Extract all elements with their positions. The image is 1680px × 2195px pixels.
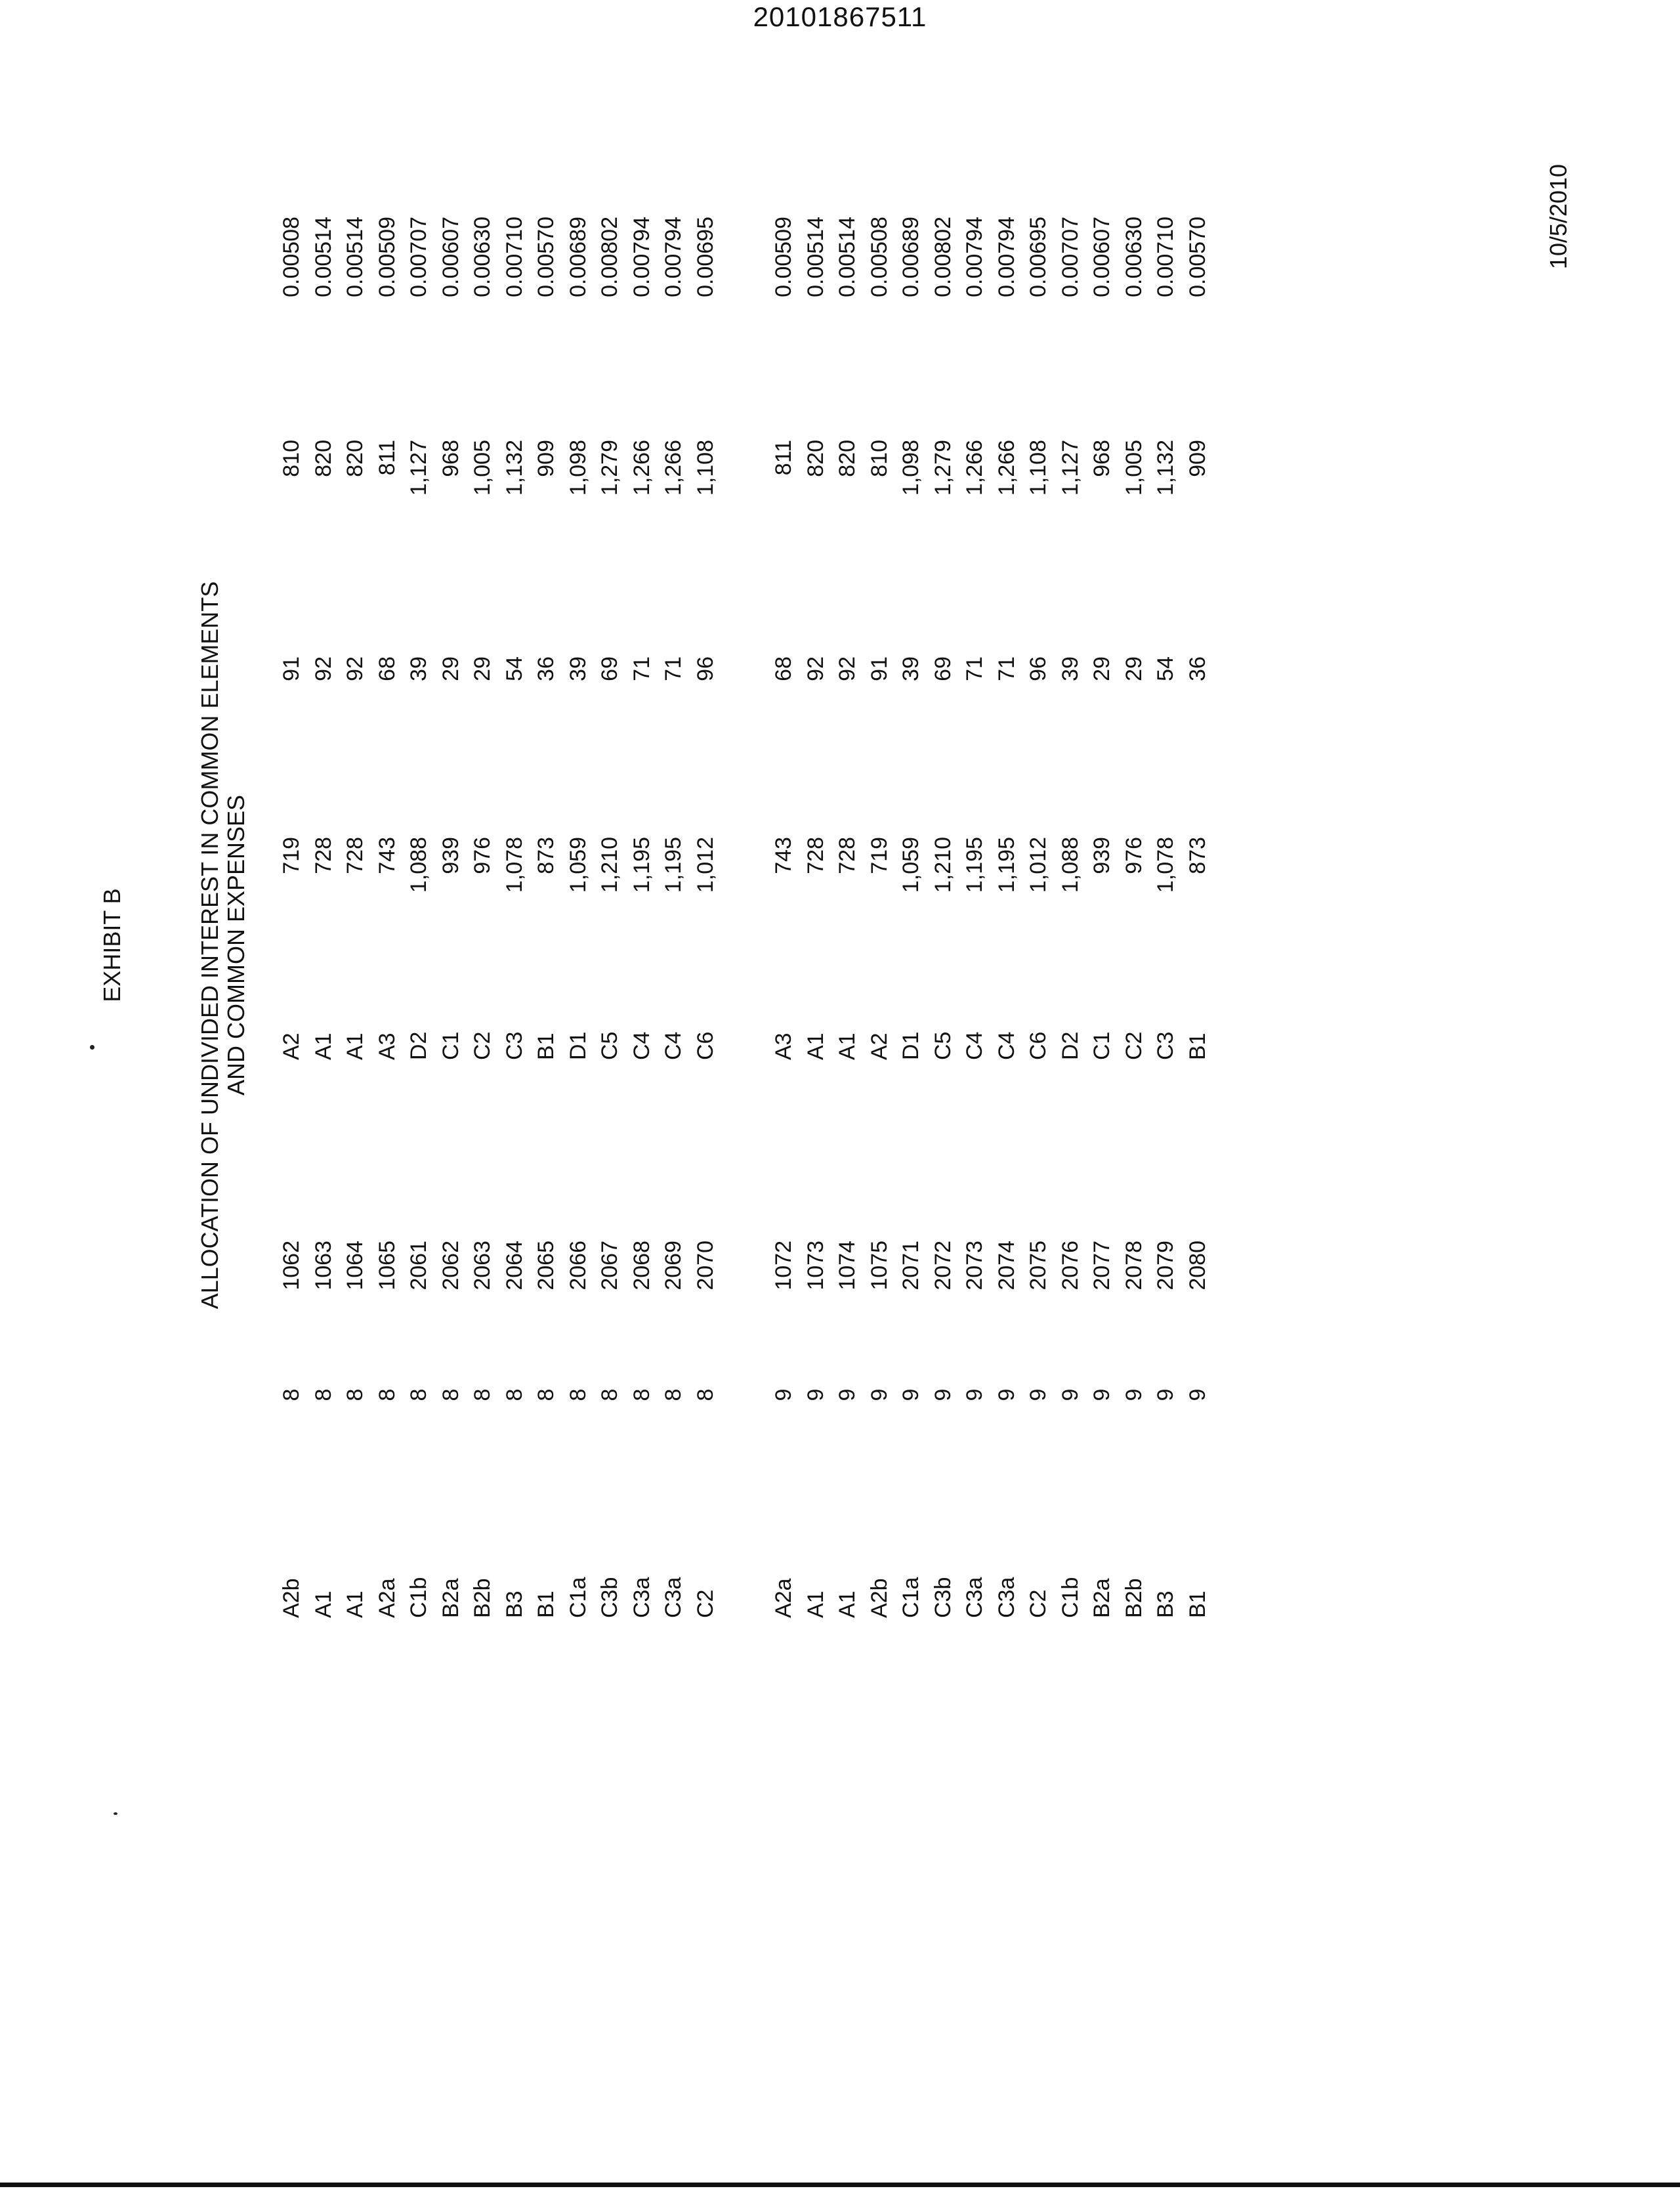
- area-total-cell: 1,266: [629, 440, 654, 496]
- unit-type-cell: B1: [1185, 1590, 1210, 1618]
- allocation-table-group-floor-9: [768, 171, 1213, 1720]
- area-b-cell: 69: [930, 656, 956, 681]
- unit-type-cell: C1a: [898, 1577, 923, 1618]
- floor-cell: 8: [565, 1388, 591, 1401]
- type-cell: C2: [1121, 1031, 1146, 1060]
- unit-type-cell: B3: [1153, 1590, 1178, 1618]
- area-b-cell: 29: [1121, 656, 1146, 681]
- area-a-cell: 1,088: [1057, 837, 1083, 893]
- type-cell: D1: [898, 1031, 923, 1060]
- area-b-cell: 29: [470, 656, 495, 681]
- unit-number-cell: 2068: [629, 1241, 654, 1290]
- area-total-cell: 1,266: [962, 440, 987, 496]
- area-total-cell: 811: [374, 440, 400, 476]
- unit-number-cell: 2066: [565, 1241, 591, 1290]
- floor-cell: 9: [866, 1388, 892, 1401]
- floor-cell: 9: [1026, 1388, 1051, 1401]
- floor-cell: 9: [1153, 1388, 1178, 1401]
- floor-cell: 8: [501, 1388, 527, 1401]
- area-b-cell: 71: [994, 656, 1019, 681]
- table-row: [371, 171, 404, 1720]
- table-row: [403, 171, 435, 1720]
- type-cell: C2: [470, 1031, 495, 1060]
- unit-type-cell: B2a: [1089, 1578, 1114, 1618]
- table-row: [1182, 171, 1214, 1720]
- floor-cell: 8: [406, 1388, 431, 1401]
- percentage-cell: 0.00689: [898, 217, 923, 297]
- type-cell: B1: [534, 1033, 558, 1060]
- floor-cell: 8: [661, 1388, 686, 1401]
- table-row: [530, 171, 562, 1720]
- floor-cell: 9: [898, 1388, 923, 1401]
- unit-type-cell: C3a: [962, 1577, 987, 1618]
- table-row: [658, 171, 690, 1720]
- table-row: [276, 171, 308, 1720]
- type-cell: C5: [930, 1031, 956, 1060]
- type-cell: C4: [962, 1031, 987, 1060]
- percentage-cell: 0.00514: [803, 217, 828, 297]
- unit-number-cell: 1063: [310, 1241, 336, 1290]
- unit-number-cell: 1062: [279, 1241, 304, 1290]
- percentage-cell: 0.00802: [930, 217, 956, 297]
- unit-type-cell: A2a: [771, 1578, 796, 1618]
- type-cell: A1: [343, 1033, 368, 1060]
- type-cell: C3: [1153, 1031, 1178, 1060]
- percentage-cell: 0.00630: [1121, 217, 1146, 297]
- area-total-cell: 909: [534, 440, 558, 477]
- unit-type-cell: A2a: [374, 1578, 400, 1618]
- type-cell: A1: [835, 1033, 860, 1060]
- floor-cell: 8: [310, 1388, 336, 1401]
- area-a-cell: 728: [835, 837, 860, 874]
- area-total-cell: 811: [771, 440, 796, 476]
- unit-type-cell: C3a: [629, 1577, 654, 1618]
- unit-number-cell: 2078: [1121, 1241, 1146, 1290]
- area-a-cell: 1,012: [692, 837, 718, 893]
- unit-number-cell: 2072: [930, 1241, 956, 1290]
- area-total-cell: 1,279: [597, 440, 622, 496]
- floor-cell: 9: [1121, 1388, 1146, 1401]
- type-cell: C6: [1026, 1031, 1051, 1060]
- floor-cell: 8: [343, 1388, 368, 1401]
- floor-cell: 9: [1089, 1388, 1114, 1401]
- area-b-cell: 36: [534, 656, 558, 681]
- area-b-cell: 68: [771, 656, 796, 681]
- percentage-cell: 0.00794: [994, 217, 1019, 297]
- area-total-cell: 810: [279, 440, 304, 477]
- unit-number-cell: 2074: [994, 1241, 1019, 1290]
- floor-cell: 9: [930, 1388, 956, 1401]
- type-cell: C1: [1089, 1031, 1114, 1060]
- percentage-cell: 0.00802: [597, 217, 622, 297]
- percentage-cell: 0.00794: [629, 217, 654, 297]
- table-row: [1150, 171, 1182, 1720]
- percentage-cell: 0.00607: [438, 217, 463, 297]
- area-a-cell: 1,012: [1026, 837, 1051, 893]
- type-cell: C3: [501, 1031, 527, 1060]
- floor-cell: 8: [279, 1388, 304, 1401]
- type-cell: C4: [629, 1031, 654, 1060]
- unit-number-cell: 2062: [438, 1241, 463, 1290]
- percentage-cell: 0.00514: [835, 217, 860, 297]
- type-cell: A3: [771, 1033, 796, 1060]
- table-row: [499, 171, 531, 1720]
- unit-type-cell: A1: [803, 1590, 828, 1618]
- type-cell: C4: [661, 1031, 686, 1060]
- table-row: [991, 171, 1023, 1720]
- area-total-cell: 1,132: [501, 440, 527, 496]
- percentage-cell: 0.00607: [1089, 217, 1114, 297]
- type-cell: D2: [1057, 1031, 1083, 1060]
- unit-type-cell: C3a: [661, 1577, 686, 1618]
- floor-cell: 9: [1057, 1388, 1083, 1401]
- unit-number-cell: 1074: [835, 1241, 860, 1290]
- unit-type-cell: A1: [310, 1590, 336, 1618]
- area-total-cell: 1,127: [406, 440, 431, 496]
- area-a-cell: 1,088: [406, 837, 431, 893]
- type-cell: A1: [310, 1033, 336, 1060]
- area-total-cell: 820: [343, 440, 368, 477]
- percentage-cell: 0.00570: [534, 217, 558, 297]
- unit-number-cell: 2061: [406, 1241, 431, 1290]
- percentage-cell: 0.00508: [279, 217, 304, 297]
- percentage-cell: 0.00570: [1185, 217, 1210, 297]
- area-b-cell: 29: [1089, 656, 1114, 681]
- percentage-cell: 0.00514: [343, 217, 368, 297]
- table-row: [435, 171, 467, 1720]
- table-row: [1055, 171, 1087, 1720]
- exhibit-label: EXHIBIT B: [98, 888, 125, 1002]
- percentage-cell: 0.00514: [310, 217, 336, 297]
- floor-cell: 9: [962, 1388, 987, 1401]
- area-b-cell: 39: [898, 656, 923, 681]
- percentage-cell: 0.00710: [501, 217, 527, 297]
- area-a-cell: 1,210: [597, 837, 622, 893]
- area-b-cell: 92: [803, 656, 828, 681]
- unit-type-cell: A1: [343, 1590, 368, 1618]
- area-total-cell: 968: [1089, 440, 1114, 477]
- table-row: [562, 171, 595, 1720]
- area-a-cell: 976: [1121, 837, 1146, 874]
- type-cell: D2: [406, 1031, 431, 1060]
- area-total-cell: 1,108: [692, 440, 718, 496]
- percentage-cell: 0.00794: [661, 217, 686, 297]
- unit-number-cell: 2077: [1089, 1241, 1114, 1290]
- percentage-cell: 0.00707: [406, 217, 431, 297]
- area-total-cell: 1,005: [1121, 440, 1146, 496]
- unit-number-cell: 1073: [803, 1241, 828, 1290]
- type-cell: C4: [994, 1031, 1019, 1060]
- area-b-cell: 71: [962, 656, 987, 681]
- table-row: [831, 171, 864, 1720]
- area-a-cell: 1,195: [661, 837, 686, 893]
- scan-speck: [90, 1045, 94, 1050]
- area-b-cell: 39: [565, 656, 591, 681]
- table-title-line-2: AND COMMON EXPENSES: [222, 794, 249, 1096]
- table-row: [626, 171, 658, 1720]
- unit-type-cell: A2b: [279, 1578, 304, 1618]
- type-cell: B1: [1185, 1033, 1210, 1060]
- unit-number-cell: 1075: [866, 1241, 892, 1290]
- area-a-cell: 1,210: [930, 837, 956, 893]
- area-a-cell: 719: [279, 837, 304, 874]
- floor-cell: 8: [534, 1388, 558, 1401]
- floor-cell: 9: [803, 1388, 828, 1401]
- unit-type-cell: A2b: [866, 1578, 892, 1618]
- percentage-cell: 0.00794: [962, 217, 987, 297]
- floor-cell: 8: [438, 1388, 463, 1401]
- table-title-line-1: ALLOCATION OF UNDIVIDED INTEREST IN COMMON ELEMENTS: [196, 581, 223, 1310]
- table-row: [1086, 171, 1118, 1720]
- unit-type-cell: C1b: [1057, 1577, 1083, 1618]
- percentage-cell: 0.00508: [866, 217, 892, 297]
- area-total-cell: 1,266: [994, 440, 1019, 496]
- area-a-cell: 728: [310, 837, 336, 874]
- table-row: [800, 171, 832, 1720]
- area-a-cell: 1,195: [994, 837, 1019, 893]
- area-b-cell: 71: [661, 656, 686, 681]
- area-total-cell: 909: [1185, 440, 1210, 477]
- unit-number-cell: 2063: [470, 1241, 495, 1290]
- area-total-cell: 1,108: [1026, 440, 1051, 496]
- allocation-table-group-floor-8: [276, 171, 721, 1720]
- area-b-cell: 92: [835, 656, 860, 681]
- area-a-cell: 728: [803, 837, 828, 874]
- area-b-cell: 69: [597, 656, 622, 681]
- date-stamp: 10/5/2010: [1545, 163, 1572, 270]
- unit-number-cell: 2079: [1153, 1241, 1178, 1290]
- area-b-cell: 68: [374, 656, 400, 681]
- area-a-cell: 743: [374, 837, 400, 874]
- area-total-cell: 810: [866, 440, 892, 477]
- type-cell: C6: [692, 1031, 718, 1060]
- area-b-cell: 71: [629, 656, 654, 681]
- area-a-cell: 873: [1185, 837, 1210, 874]
- unit-type-cell: C3b: [597, 1577, 622, 1618]
- unit-number-cell: 2064: [501, 1241, 527, 1290]
- area-b-cell: 54: [1153, 656, 1178, 681]
- area-a-cell: 719: [866, 837, 892, 874]
- table-row: [339, 171, 371, 1720]
- area-a-cell: 939: [438, 837, 463, 874]
- area-a-cell: 873: [534, 837, 558, 874]
- area-b-cell: 39: [406, 656, 431, 681]
- area-b-cell: 54: [501, 656, 527, 681]
- unit-type-cell: B3: [501, 1590, 527, 1618]
- rotated-exhibit-content: [98, 171, 1280, 1720]
- floor-cell: 8: [597, 1388, 622, 1401]
- table-row: [864, 171, 896, 1720]
- table-row: [467, 171, 499, 1720]
- area-b-cell: 92: [310, 656, 336, 681]
- unit-number-cell: 2069: [661, 1241, 686, 1290]
- area-total-cell: 1,132: [1153, 440, 1178, 496]
- area-b-cell: 39: [1057, 656, 1083, 681]
- area-total-cell: 820: [803, 440, 828, 477]
- scan-speck: [114, 1812, 117, 1815]
- percentage-cell: 0.00710: [1153, 217, 1178, 297]
- percentage-cell: 0.00509: [374, 217, 400, 297]
- unit-type-cell: C3a: [994, 1577, 1019, 1618]
- area-total-cell: 1,098: [898, 440, 923, 496]
- unit-type-cell: A1: [835, 1590, 860, 1618]
- table-row: [690, 171, 722, 1720]
- type-cell: A2: [279, 1033, 304, 1060]
- area-a-cell: 743: [771, 837, 796, 874]
- unit-type-cell: C2: [1026, 1589, 1051, 1618]
- unit-number-cell: 2070: [692, 1241, 718, 1290]
- table-row: [1022, 171, 1055, 1720]
- table-row: [927, 171, 959, 1720]
- area-a-cell: 1,195: [629, 837, 654, 893]
- area-b-cell: 91: [279, 656, 304, 681]
- floor-cell: 9: [994, 1388, 1019, 1401]
- floor-cell: 8: [470, 1388, 495, 1401]
- unit-number-cell: 2067: [597, 1241, 622, 1290]
- table-row: [959, 171, 991, 1720]
- unit-type-cell: C1a: [565, 1577, 591, 1618]
- table-row: [895, 171, 927, 1720]
- area-b-cell: 29: [438, 656, 463, 681]
- area-total-cell: 1,279: [930, 440, 956, 496]
- area-b-cell: 92: [343, 656, 368, 681]
- table-row: [308, 171, 340, 1720]
- unit-number-cell: 2065: [534, 1241, 558, 1290]
- percentage-cell: 0.00509: [771, 217, 796, 297]
- unit-number-cell: 2076: [1057, 1241, 1083, 1290]
- area-b-cell: 96: [692, 656, 718, 681]
- area-a-cell: 1,059: [565, 837, 591, 893]
- bottom-rule-line: [0, 2183, 1680, 2187]
- percentage-cell: 0.00707: [1057, 217, 1083, 297]
- floor-cell: 9: [771, 1388, 796, 1401]
- area-a-cell: 1,078: [501, 837, 527, 893]
- area-a-cell: 1,059: [898, 837, 923, 893]
- area-b-cell: 91: [866, 656, 892, 681]
- unit-number-cell: 2071: [898, 1241, 923, 1290]
- type-cell: A1: [803, 1033, 828, 1060]
- area-total-cell: 820: [835, 440, 860, 477]
- area-total-cell: 1,266: [661, 440, 686, 496]
- unit-type-cell: C2: [692, 1589, 718, 1618]
- area-total-cell: 1,098: [565, 440, 591, 496]
- area-b-cell: 36: [1185, 656, 1210, 681]
- area-total-cell: 1,127: [1057, 440, 1083, 496]
- unit-type-cell: C1b: [406, 1577, 431, 1618]
- unit-type-cell: B2b: [470, 1578, 495, 1618]
- unit-number-cell: 2075: [1026, 1241, 1051, 1290]
- unit-number-cell: 2080: [1185, 1241, 1210, 1290]
- area-a-cell: 976: [470, 837, 495, 874]
- floor-cell: 8: [374, 1388, 400, 1401]
- area-a-cell: 1,195: [962, 837, 987, 893]
- unit-number-cell: 2073: [962, 1241, 987, 1290]
- percentage-cell: 0.00630: [470, 217, 495, 297]
- floor-cell: 8: [629, 1388, 654, 1401]
- unit-type-cell: B2a: [438, 1578, 463, 1618]
- table-row: [594, 171, 626, 1720]
- area-a-cell: 939: [1089, 837, 1114, 874]
- type-cell: C5: [597, 1031, 622, 1060]
- percentage-cell: 0.00689: [565, 217, 591, 297]
- area-total-cell: 968: [438, 440, 463, 477]
- unit-type-cell: C3b: [930, 1577, 956, 1618]
- type-cell: A3: [374, 1033, 400, 1060]
- type-cell: A2: [866, 1033, 892, 1060]
- type-cell: C1: [438, 1031, 463, 1060]
- unit-type-cell: B1: [534, 1590, 558, 1618]
- unit-number-cell: 1072: [771, 1241, 796, 1290]
- unit-number-cell: 1065: [374, 1241, 400, 1290]
- floor-cell: 9: [1185, 1388, 1210, 1401]
- percentage-cell: 0.00695: [1026, 217, 1051, 297]
- document-number: 20101867511: [753, 1, 927, 32]
- area-a-cell: 1,078: [1153, 837, 1178, 893]
- area-total-cell: 1,005: [470, 440, 495, 496]
- floor-cell: 8: [692, 1388, 718, 1401]
- area-b-cell: 96: [1026, 656, 1051, 681]
- table-row: [768, 171, 800, 1720]
- floor-cell: 9: [835, 1388, 860, 1401]
- area-total-cell: 820: [310, 440, 336, 477]
- unit-number-cell: 1064: [343, 1241, 368, 1290]
- area-a-cell: 728: [343, 837, 368, 874]
- unit-type-cell: B2b: [1121, 1578, 1146, 1618]
- table-row: [1118, 171, 1150, 1720]
- percentage-cell: 0.00695: [692, 217, 718, 297]
- type-cell: D1: [565, 1031, 591, 1060]
